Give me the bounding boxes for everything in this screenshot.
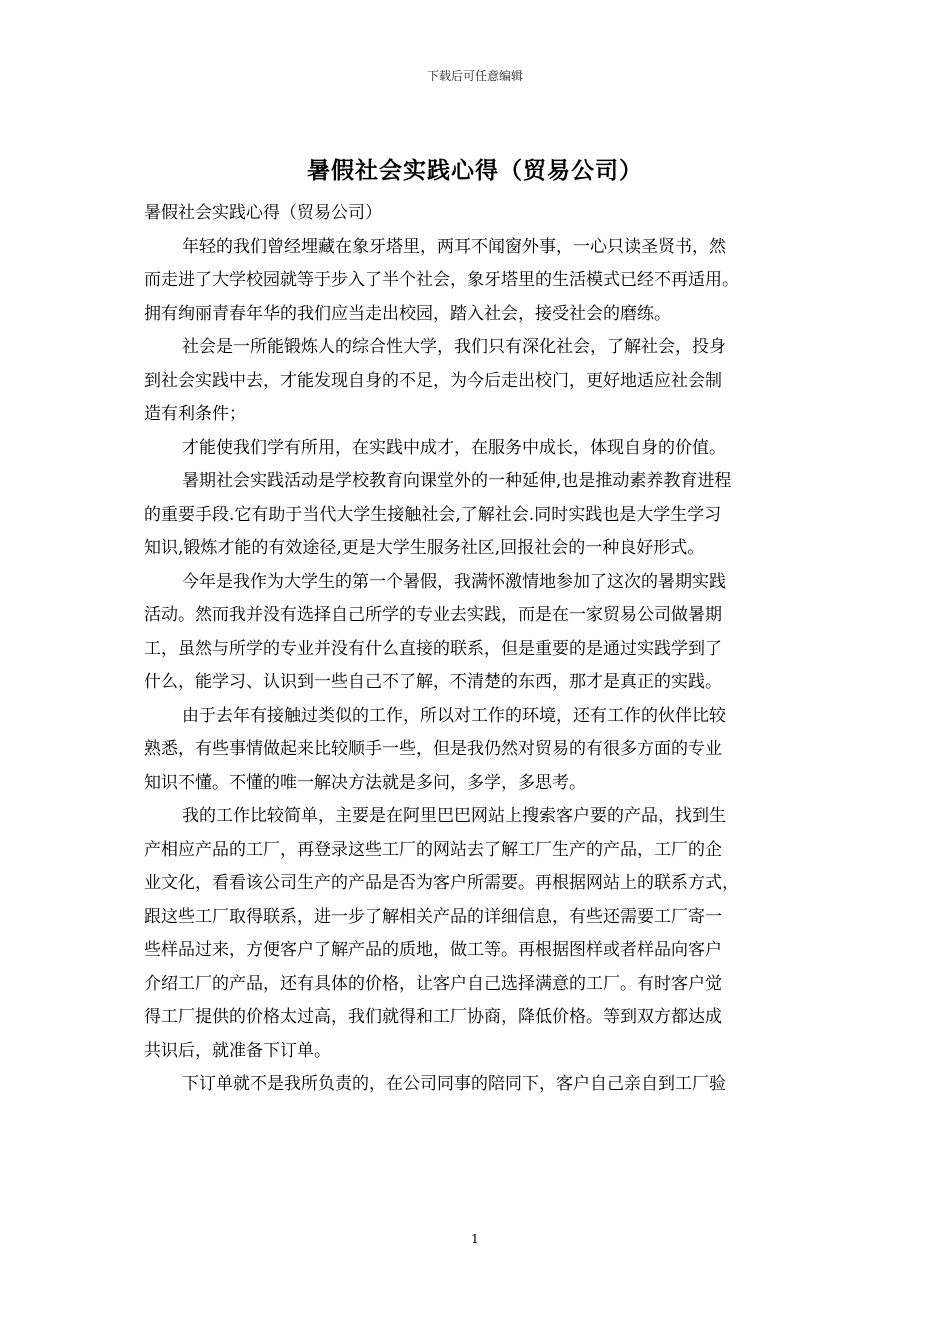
text-line: 年轻的我们曾经埋藏在象牙塔里，两耳不闻窗外事，一心只读圣贤书，然	[182, 236, 726, 257]
text-line: 介绍工厂的产品，还有具体的价格，让客户自己选择满意的工厂。有时客户觉	[144, 973, 722, 994]
text-line: 而走进了大学校园就等于步入了半个社会，象牙塔里的生活模式已经不再适用。	[144, 270, 739, 290]
text-line: 工，虽然与所学的专业并没有什么直接的联系，但是重要的是通过实践学到了	[144, 638, 722, 659]
text-line: 什么，能学习、认识到一些自己不了解，不清楚的东西，那才是真正的实践。	[144, 672, 722, 692]
text-line: 跟这些工厂取得联系，进一步了解相关产品的详细信息，有些还需要工厂寄一	[144, 906, 722, 927]
text-line: 拥有绚丽青春年华的我们应当走出校园，踏入社会，接受社会的磨练。	[144, 303, 671, 324]
text-line: 得工厂提供的价格太过高，我们就得和工厂协商，降低价格。等到双方都达成	[144, 1007, 722, 1027]
page-number: 1	[471, 1232, 479, 1246]
text-line: 由于去年有接触过类似的工作，所以对工作的环境，还有工作的伙伴比较	[182, 705, 726, 726]
text-line: 共识后，就准备下订单。	[144, 1040, 331, 1061]
text-line: 知识不懂。不懂的唯一解决方法就是多问，多学，多思考。	[144, 772, 586, 793]
text-line: 暑假社会实践心得（贸易公司）	[144, 203, 382, 223]
document-body	[144, 197, 818, 1102]
text-line: 的重要手段.它有助于当代大学生接触社会,了解社会.同时实践也是大学生学习	[144, 504, 722, 525]
text-line: 造有利条件；	[144, 404, 246, 424]
text-line: 熟悉，有些事情做起来比较顺手一些，但是我仍然对贸易的有很多方面的专业	[144, 739, 722, 759]
header-note: 下载后可任意编辑	[426, 69, 523, 83]
text-line: 下订单就不是我所负责的，在公司同事的陪同下，客户自己亲自到工厂验	[182, 1074, 726, 1094]
document-title: 暑假社会实践心得（贸易公司）	[307, 157, 643, 184]
text-line: 我的工作比较简单，主要是在阿里巴巴网站上搜索客户要的产品，找到生	[182, 806, 726, 826]
text-line: 些样品过来，方便客户了解产品的质地，做工等。再根据图样或者样品向客户	[144, 940, 722, 960]
text-line: 知识,锻炼才能的有效途径,更是大学生服务社区,回报社会的一种良好形式。	[144, 538, 705, 558]
text-line: 活动。然而我并没有选择自己所学的专业去实践，而是在一家贸易公司做暑期	[144, 605, 722, 625]
text-line: 暑期社会实践活动是学校教育向课堂外的一种延伸,也是推动素养教育进程	[182, 471, 732, 491]
text-line: 产相应产品的工厂，再登录这些工厂的网站去了解工厂生产的产品，工厂的企	[144, 839, 722, 860]
text-line: 到社会实践中去，才能发现自身的不足，为今后走出校门，更好地适应社会制	[144, 370, 722, 391]
text-line: 才能使我们学有所用，在实践中成才，在服务中成长，体现自身的价值。	[182, 437, 726, 458]
text-line: 今年是我作为大学生的第一个暑假，我满怀激情地参加了这次的暑期实践	[182, 571, 726, 592]
text-line: 业文化，看看该公司生产的产品是否为客户所需要。再根据网站上的联系方式，	[144, 873, 739, 893]
text-line: 社会是一所能锻炼人的综合性大学，我们只有深化社会，了解社会，投身	[182, 337, 726, 357]
